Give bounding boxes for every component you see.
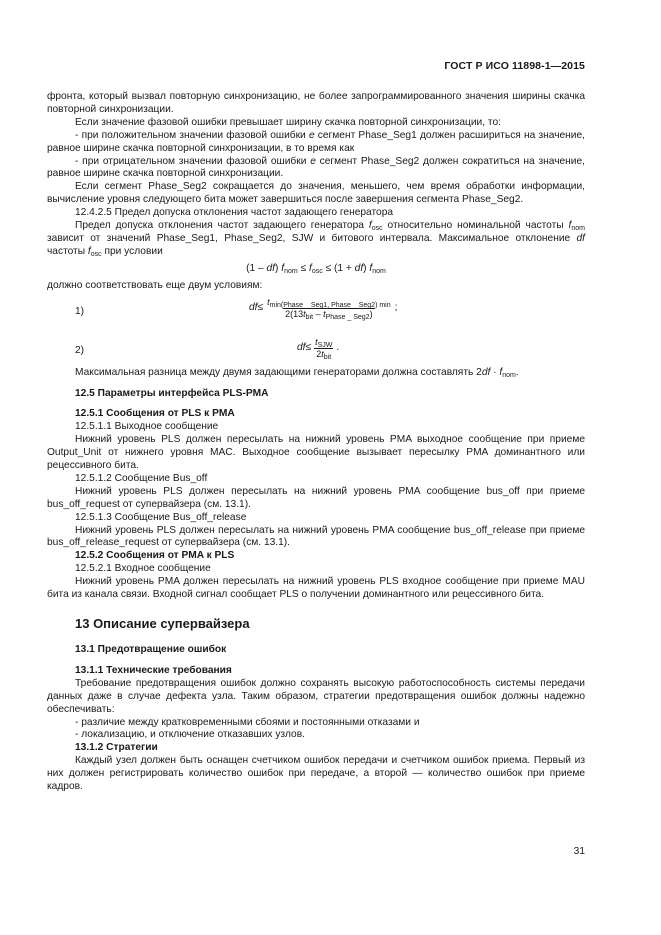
page-number: 31 [573,846,585,857]
text: Предел допуска отклонения частот задающего генератора [75,220,369,232]
text: . [515,366,519,378]
subsection-heading: 13.1.1 Технические требования [75,664,232,676]
text: 2(13 [285,308,304,319]
text: частоты [47,245,88,257]
clause-heading: 12.5.1.2 Сообщение Bus_off [75,472,208,484]
paragraph: Если сегмент Phase_Seg2 сокращается до значения, меньшего, чем время обработки информации, вычисление уровня следующего бита может завершиться после завершения сегмента Phase_Seg2. [47,181,585,206]
le-sign: ≤ [305,341,312,353]
clause-heading: 12.5.2.1 Входное сообщение [75,563,211,575]
text: · [490,366,500,378]
condition-1 [47,297,585,337]
subsection-heading: 12.5.2 Сообщения от PMA к PLS [75,550,235,562]
text: ; [394,301,398,313]
subscript: nom [284,267,298,275]
text: ) [275,262,282,274]
var-t: t [315,336,318,347]
var-f: f [368,220,372,232]
subscript: osc [371,225,383,233]
paragraph: Нижний уровень PLS должен пересылать на нижний уровень PMA сообщение bus_off при приеме bus_off_request от супервайзера (см. 13.1). [47,485,585,510]
condition-2 [47,337,585,367]
text: 2 [316,348,322,359]
text: ) [369,308,373,319]
subscript: bit [305,313,314,321]
condition-number: 2) [75,344,85,356]
subscript: osc [90,250,102,258]
clause-heading: 12.4.2.5 Предел допуска отклонения частот задающего генератора [75,207,394,219]
condition-number: 1) [75,305,85,317]
var-e: e [308,129,315,141]
subscript: nom [372,267,386,275]
formula-condition-1 [249,297,397,320]
paragraph [47,220,585,259]
text: сегмент Phase_Seg2 должен сократиться на значение, равное ширине скачка повторной синхронизации. [47,155,585,180]
text: - при положительном значении фазовой ошибки [75,129,309,141]
paragraph: Нижний уровень PLS должен пересылать на нижний уровень PMA выходное сообщение при приеме Output_Unit от нижнего уровня MAC. Выходное сообщение вызывает пересылку PMA доминантного или рецессивного бита. [47,434,585,472]
text: - при отрицательном значении фазовой ошибки [75,155,311,167]
var-df: df [576,232,585,244]
list-item: - различие между кратковременными сбоями и постоянными отказами и [75,716,420,728]
var-t: t [321,348,324,359]
le-sign: ≤ [257,301,264,313]
denominator [283,308,374,320]
paragraph: Нижний уровень PLS должен пересылать на нижний уровень PMA сообщение bus_off_release при приеме bus_off_release_request от супервайзера (см. 13.1). [47,524,585,549]
paragraph [47,367,585,380]
fraction [313,337,334,360]
subscript: bit [323,353,332,361]
text: зависит от значений Phase_Seg1, Phase_Seg2, SJW и битового интервала. Максимальное отклонение [47,232,577,244]
list-item: - локализацию, и отключение отказавших узлов. [75,729,305,741]
var-f: f [369,262,373,274]
var-f: f [499,366,503,378]
numerator [313,337,334,348]
subscript: osc [311,267,323,275]
denominator [314,348,333,360]
text: . [336,341,340,353]
var-df: df [297,341,306,353]
subscript: min(Phase _ Seg1, Phase _ Seg2) min [269,301,391,309]
formula-condition-2 [297,337,339,360]
paragraph [47,130,585,156]
var-df: df [266,262,276,274]
text: сегмент Phase_Seg1 должен расшириться на значение, равное ширине скачка повторной синхронизации, в то время как [47,129,585,154]
paragraph: должно соответствовать еще двум условиям: [47,279,263,291]
var-t: t [323,308,326,319]
var-f: f [87,245,91,257]
clause-heading: 12.5.1.1 Выходное сообщение [75,421,219,433]
paragraph: Требование предотвращения ошибок должно сохранять высокую работоспособность системы передачи данных даже в случае дефекта узла. Таким образом, стратегии предотвращения ошибок должны надежно обеспечивать: [47,677,585,715]
text: ≤ (1 + [322,262,355,274]
paragraph [47,156,585,182]
chapter-heading: 13 Описание супервайзера [75,616,250,631]
var-f: f [568,220,572,232]
text: относительно номинальной частоты [382,220,569,232]
paragraph: Если значение фазовой ошибки превышает ширину скачка повторной синхронизации, то: [75,116,501,128]
subsection-heading: 13.1.2 Стратегии [75,742,158,754]
text: – [313,308,324,319]
text: ) [363,262,370,274]
var-f: f [281,262,285,274]
clause-heading: 12.5.1.3 Сообщение Bus_off_release [75,511,247,523]
var-t: t [267,296,270,307]
text: при условии [101,245,163,257]
var-df: df [249,301,258,313]
paragraph: Нижний уровень PMA должен пересылать на нижний уровень PLS входное сообщение при приеме MAU бита из канала связи. Входной сигнал сообщает PLS о получении доминантного или рецессивного бита. [47,576,585,601]
var-df: df [481,366,491,378]
fraction [265,297,393,320]
formula-frequency-range [47,263,585,276]
section-heading: 13.1 Предотвращение ошибок [75,644,227,655]
page-content [47,91,585,794]
paragraph: фронта, который вызвал повторную синхронизацию, не более запрограммированного значения ширины скачка повторной синхронизации. [47,91,585,115]
var-f: f [308,262,312,274]
subscript: SJW [317,341,333,349]
subscript: Phase _ Seg2 [325,313,370,321]
subsection-heading: 12.5.1 Сообщения от PLS к PMA [75,408,235,420]
numerator [265,297,393,308]
var-df: df [354,262,364,274]
text: ≤ [297,262,309,274]
text: (1 – [246,262,267,274]
var-t: t [303,308,306,319]
var-e: e [310,155,316,167]
text: Максимальная разница между двумя задающими генераторами должна составлять 2 [75,366,482,378]
section-heading: 12.5 Параметры интерфейса PLS-PMA [75,387,269,399]
paragraph: Каждый узел должен быть оснащен счетчиком ошибок передачи и счетчиком ошибок приема. Первый из них должен регистрировать количество ошибок при передаче, а второй — количество ошибок при приеме кадров. [47,755,585,793]
subscript: nom [502,371,516,379]
subscript: nom [571,225,585,233]
standard-header: ГОСТ Р ИСО 11898-1—2015 [444,60,585,72]
